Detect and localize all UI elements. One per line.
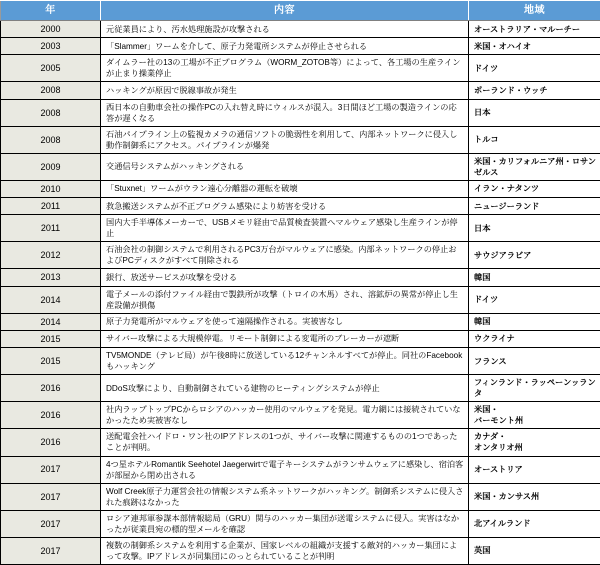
cell-content: 石油会社の制御システムで利用されるPC3万台がマルウェアに感染。内部ネットワークの停止およびPCディスクがすべて削除される bbox=[101, 242, 469, 269]
cell-region bbox=[469, 38, 600, 55]
cell-region bbox=[469, 510, 600, 537]
cell-content: 複数の制御系システムを利用する企業が、国家レベルの組織が支援する敵対的ハッカー集団によって攻撃。IPアドレスが同集団にのっとられていることが判明 bbox=[101, 537, 469, 564]
region-line: 米国・カンサス州 bbox=[474, 491, 597, 502]
region-line: 日本 bbox=[474, 223, 597, 234]
cell-content: 西日本の自動車会社の操作PCの入れ替え時にウィルスが混入。3日間ほど工場の製造ラインの応答が遅くなる bbox=[101, 99, 469, 126]
cell-content: ハッキングが原因で脱線事故が発生 bbox=[101, 82, 469, 99]
cell-content: ダイムラー社の13の工場が不正プログラム（WORM_ZOTOB等）によって、各工場の生産ラインが止まり操業停止 bbox=[101, 55, 469, 82]
region-line: ドイツ bbox=[474, 63, 597, 74]
cell-content: 「Slammer」ワームを介して、原子力発電所システムが停止させられる bbox=[101, 38, 469, 55]
table-row bbox=[1, 375, 600, 402]
cell-content: 電子メールの添付ファイル経由で製鉄所が攻撃（トロイの木馬）され、溶鉱炉の異常が停止し生産設備が損傷 bbox=[101, 286, 469, 313]
table-row bbox=[1, 38, 600, 55]
cell-year: 2017 bbox=[1, 510, 101, 537]
column-header-year: 年 bbox=[1, 1, 101, 21]
cell-year: 2017 bbox=[1, 537, 101, 564]
cell-content: 救急搬送システムが不正プログラム感染により妨害を受ける bbox=[101, 198, 469, 215]
cell-year: 2017 bbox=[1, 456, 101, 483]
cell-content: DDoS攻撃により、自動制御されている建物のヒーティングシステムが停止 bbox=[101, 375, 469, 402]
cell-region bbox=[469, 402, 600, 429]
region-line: 韓国 bbox=[474, 316, 597, 327]
region-line: ポーランド・ウッチ bbox=[474, 85, 597, 96]
region-line: ウクライナ bbox=[474, 333, 597, 344]
cell-region bbox=[469, 537, 600, 564]
cell-content: Wolf Creek原子力運営会社の情報システム系ネットワークがハッキング。制御系システムに侵入された痕跡はなかった bbox=[101, 483, 469, 510]
cell-year: 2016 bbox=[1, 375, 101, 402]
cell-year: 2003 bbox=[1, 38, 101, 55]
region-line: 英国 bbox=[474, 545, 597, 556]
region-line: 米国・ bbox=[474, 404, 597, 415]
cell-year: 2016 bbox=[1, 429, 101, 456]
table-row bbox=[1, 330, 600, 347]
region-line: オーストラリア・マルーチー bbox=[474, 24, 597, 35]
table-row bbox=[1, 180, 600, 197]
cell-year: 2016 bbox=[1, 402, 101, 429]
cell-year: 2008 bbox=[1, 82, 101, 99]
region-line: フィンランド・ラッペーンッランタ bbox=[474, 377, 597, 399]
cell-year: 2005 bbox=[1, 55, 101, 82]
table-row bbox=[1, 402, 600, 429]
region-line: カナダ・ bbox=[474, 431, 597, 442]
cell-region bbox=[469, 215, 600, 242]
table-row bbox=[1, 483, 600, 510]
table-row bbox=[1, 21, 600, 38]
cell-region bbox=[469, 82, 600, 99]
table-row bbox=[1, 126, 600, 153]
region-line: オンタリオ州 bbox=[474, 442, 597, 453]
table-row bbox=[1, 198, 600, 215]
cell-region bbox=[469, 242, 600, 269]
cell-region bbox=[469, 456, 600, 483]
cell-content: 送配電会社ハイドロ・ワン社のIPアドレスの1つが、サイバー攻撃に関連するものの1つであったことが判明。 bbox=[101, 429, 469, 456]
cell-year: 2017 bbox=[1, 483, 101, 510]
cell-year: 2015 bbox=[1, 348, 101, 375]
region-line: 北アイルランド bbox=[474, 518, 597, 529]
table-row bbox=[1, 99, 600, 126]
cell-content: 社内ラップトップPCからロシアのハッカー使用のマルウェアを発見。電力網には接続されていなかったため実被害なし bbox=[101, 402, 469, 429]
table-row bbox=[1, 286, 600, 313]
table-row bbox=[1, 82, 600, 99]
cell-region bbox=[469, 348, 600, 375]
cell-year: 2012 bbox=[1, 242, 101, 269]
cell-year: 2014 bbox=[1, 313, 101, 330]
column-header-content: 内容 bbox=[101, 1, 469, 21]
region-line: 日本 bbox=[474, 107, 597, 118]
table-row bbox=[1, 537, 600, 564]
cell-year: 2011 bbox=[1, 198, 101, 215]
cell-year: 2015 bbox=[1, 330, 101, 347]
table-row bbox=[1, 242, 600, 269]
table-body bbox=[1, 21, 600, 565]
table-row bbox=[1, 215, 600, 242]
cell-year: 2008 bbox=[1, 126, 101, 153]
cell-year: 2010 bbox=[1, 180, 101, 197]
cell-region bbox=[469, 375, 600, 402]
table-row bbox=[1, 269, 600, 286]
cell-region bbox=[469, 429, 600, 456]
region-line: 韓国 bbox=[474, 272, 597, 283]
cell-region bbox=[469, 198, 600, 215]
cell-region bbox=[469, 313, 600, 330]
table-row bbox=[1, 348, 600, 375]
cell-region bbox=[469, 126, 600, 153]
cell-content: 国内大手半導体メーカーで、USBメモリ経由で品質検査装置へマルウェア感染し生産ラインが停止 bbox=[101, 215, 469, 242]
cell-region bbox=[469, 55, 600, 82]
cell-year: 2011 bbox=[1, 215, 101, 242]
region-line: ドイツ bbox=[474, 294, 597, 305]
cell-region bbox=[469, 153, 600, 180]
cell-region bbox=[469, 483, 600, 510]
table-row bbox=[1, 153, 600, 180]
region-line: バーモント州 bbox=[474, 415, 597, 426]
cell-content: 銀行、放送サービスが攻撃を受ける bbox=[101, 269, 469, 286]
cell-content: 原子力発電所がマルウェアを使って遠隔操作される。実被害なし bbox=[101, 313, 469, 330]
cell-region bbox=[469, 330, 600, 347]
cell-year: 2000 bbox=[1, 21, 101, 38]
cell-year: 2013 bbox=[1, 269, 101, 286]
cell-content: 「Stuxnet」ワームがウラン遠心分離器の運転を破壊 bbox=[101, 180, 469, 197]
cell-year: 2014 bbox=[1, 286, 101, 313]
cell-region bbox=[469, 180, 600, 197]
table-header bbox=[1, 1, 600, 21]
table-row bbox=[1, 313, 600, 330]
cell-region bbox=[469, 21, 600, 38]
table-row bbox=[1, 55, 600, 82]
cell-content: TV5MONDE（テレビ局）が午後8時に放送している12チャンネルすべてが停止。同社のFacebookもハッキング bbox=[101, 348, 469, 375]
cell-year: 2008 bbox=[1, 99, 101, 126]
cell-content: 元従業員により、汚水処理施設が攻撃される bbox=[101, 21, 469, 38]
column-header-region: 地域 bbox=[469, 1, 600, 21]
table-header-row bbox=[1, 1, 600, 21]
cell-region bbox=[469, 286, 600, 313]
cell-content: 交通信号システムがハッキングされる bbox=[101, 153, 469, 180]
region-line: フランス bbox=[474, 356, 597, 367]
region-line: 米国・カリフォルニア州・ロサンゼルス bbox=[474, 156, 597, 178]
region-line: イラン・ナタンツ bbox=[474, 183, 597, 194]
table-row bbox=[1, 429, 600, 456]
region-line: ニュージーランド bbox=[474, 201, 597, 212]
cell-content: ロシア連邦軍参謀本部情報総局（GRU）関与のハッカー集団が送電システムに侵入。実害はなかったが従業員宛の標的型メールを確認 bbox=[101, 510, 469, 537]
region-line: サウジアラビア bbox=[474, 250, 597, 261]
cell-content: 4つ星ホテルRomantik Seehotel Jaegerwirtで電子キーシステムがランサムウェアに感染し、宿泊客が部屋から閉め出される bbox=[101, 456, 469, 483]
table-row bbox=[1, 456, 600, 483]
cell-region bbox=[469, 99, 600, 126]
region-line: トルコ bbox=[474, 134, 597, 145]
table-row bbox=[1, 510, 600, 537]
cell-year: 2009 bbox=[1, 153, 101, 180]
region-line: オーストリア bbox=[474, 464, 597, 475]
cell-content: 石油パイプライン上の監視カメラの通信ソフトの脆弱性を利用して、内部ネットワークに侵入し動作制御系にアクセス。パイプラインが爆発 bbox=[101, 126, 469, 153]
region-line: 米国・オハイオ bbox=[474, 41, 597, 52]
cell-region bbox=[469, 269, 600, 286]
cell-content: サイバー攻撃による大規模停電。リモート制御による変電所のブレーカーが遮断 bbox=[101, 330, 469, 347]
